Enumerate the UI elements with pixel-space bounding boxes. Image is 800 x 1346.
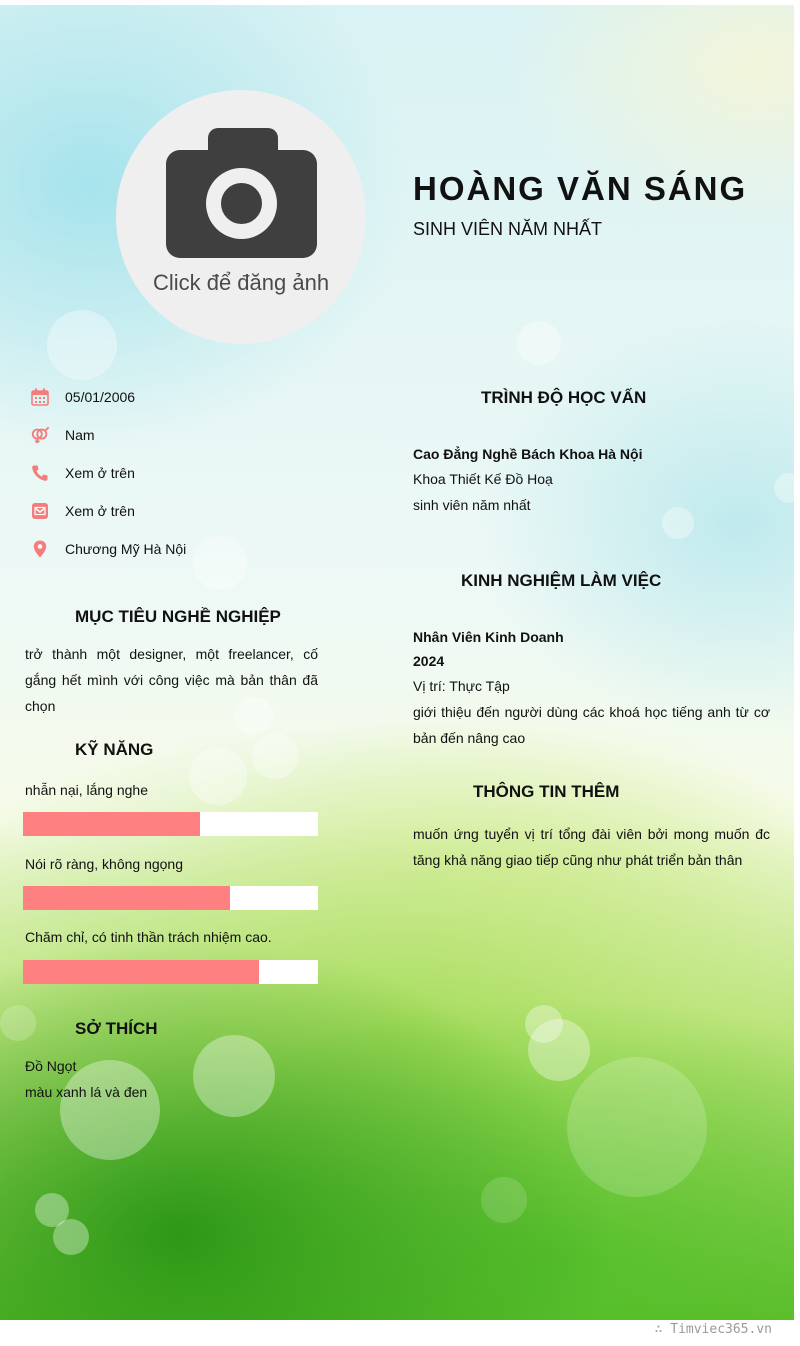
bokeh-decoration <box>193 1035 275 1117</box>
calendar-icon <box>30 387 50 407</box>
bokeh-decoration <box>567 1057 707 1197</box>
bokeh-decoration <box>662 507 694 539</box>
bokeh-decoration <box>193 536 247 590</box>
skill-label: Nói rõ ràng, không ngọng <box>25 856 183 872</box>
avatar-upload[interactable] <box>116 90 366 344</box>
skill-bar-fill <box>23 886 230 910</box>
cv-page <box>0 5 794 1320</box>
skill-bar-fill <box>23 812 200 836</box>
upload-photo-label[interactable]: Click để đăng ảnh <box>152 270 330 295</box>
experience-year: 2024 <box>413 653 445 669</box>
candidate-name: HOÀNG VĂN SÁNG <box>413 170 748 207</box>
address-value: Chương Mỹ Hà Nội <box>65 541 187 557</box>
skills-heading: KỸ NĂNG <box>75 740 154 759</box>
hobby-item: Đồ Ngọt <box>25 1058 77 1074</box>
objective-text: trở thành một designer, một freelancer, cố gắng hết mình với công việc mà bản thân đã chọn <box>25 646 318 714</box>
bokeh-decoration <box>189 747 247 805</box>
location-icon <box>30 539 50 559</box>
bokeh-decoration <box>517 321 561 365</box>
gender-icon <box>30 425 50 445</box>
skill-bar-fill <box>23 960 259 984</box>
watermark: ∴ Timviec365.vn <box>654 1322 772 1337</box>
skill-bar <box>23 812 318 836</box>
hobby-item: màu xanh lá và đen <box>25 1084 148 1100</box>
bokeh-decoration <box>525 1005 563 1043</box>
phone-value: Xem ở trên <box>65 465 135 481</box>
skill-bar <box>23 886 318 910</box>
experience-description: giới thiệu đến người dùng các khoá học tiếng anh từ cơ bản đến nâng cao <box>413 704 770 746</box>
education-major: Khoa Thiết Kế Đồ Hoạ <box>413 471 553 487</box>
experience-role: Vị trí: Thực Tập <box>413 678 510 694</box>
birthday-row <box>30 385 135 409</box>
objective-heading: MỤC TIÊU NGHỀ NGHIỆP <box>75 607 281 626</box>
phone-icon <box>30 463 50 483</box>
birthday-value: 05/01/2006 <box>65 389 136 405</box>
skill-bar <box>23 960 318 984</box>
bokeh-decoration <box>774 473 794 503</box>
education-school: Cao Đẳng Nghề Bách Khoa Hà Nội <box>413 446 643 462</box>
address-row <box>30 537 186 561</box>
email-icon <box>30 501 50 521</box>
bokeh-decoration <box>53 1219 89 1255</box>
email-value: Xem ở trên <box>65 503 135 519</box>
bokeh-decoration <box>481 1177 527 1223</box>
education-heading: TRÌNH ĐỘ HỌC VẤN <box>481 388 647 407</box>
experience-heading: KINH NGHIỆM LÀM VIỆC <box>461 571 662 590</box>
skill-label: Chăm chỉ, có tinh thần trách nhiệm cao. <box>25 929 272 945</box>
education-status: sinh viên năm nhất <box>413 497 531 513</box>
candidate-role: SINH VIÊN NĂM NHẤT <box>413 219 603 239</box>
extra-info-heading: THÔNG TIN THÊM <box>473 782 620 801</box>
hobbies-heading: SỞ THÍCH <box>75 1019 158 1038</box>
bokeh-decoration <box>47 310 117 380</box>
bokeh-decoration <box>252 733 298 779</box>
gender-value: Nam <box>65 427 95 443</box>
camera-lens-inner <box>221 183 262 224</box>
email-row <box>30 499 135 523</box>
phone-row <box>30 461 135 485</box>
bokeh-decoration <box>0 1005 36 1041</box>
gender-row <box>30 423 95 447</box>
experience-position: Nhân Viên Kinh Doanh <box>413 629 564 645</box>
skill-label: nhẫn nại, lắng nghe <box>25 782 148 798</box>
extra-info-text: muốn ứng tuyển vị trí tổng đài viên bởi mong muốn đc tăng khả năng giao tiếp cũng như phát triển bản thân <box>413 826 770 868</box>
